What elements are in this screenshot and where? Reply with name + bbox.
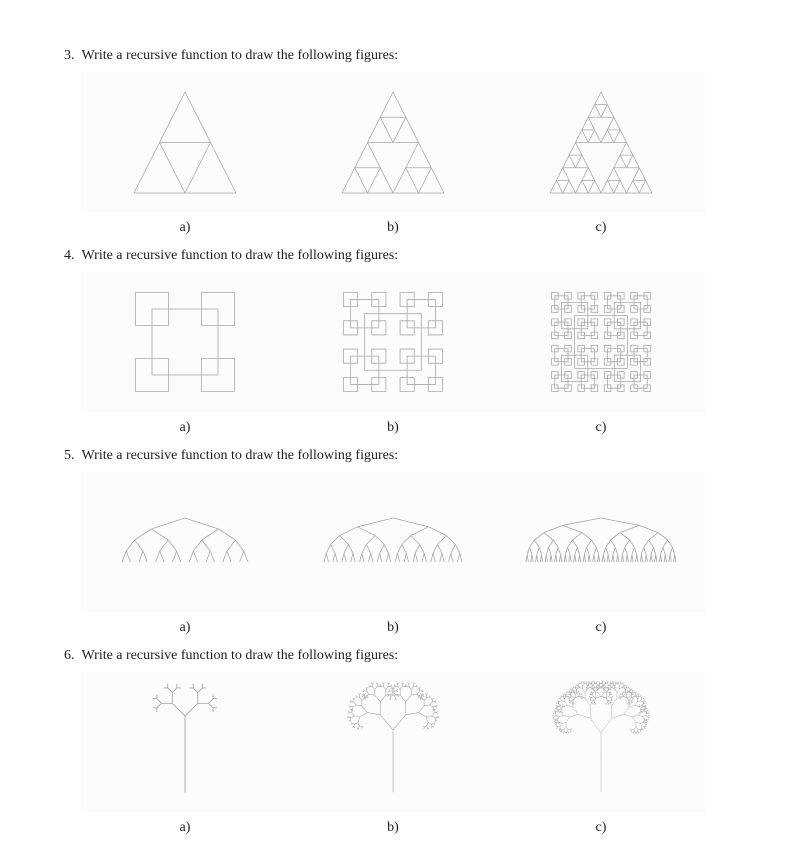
figure-row bbox=[81, 472, 705, 612]
figure-panel-3b bbox=[289, 72, 497, 212]
figure-panel-4a bbox=[81, 272, 289, 412]
figure-label: c) bbox=[595, 820, 607, 835]
problem-prompt: Write a recursive function to draw the following figures: bbox=[81, 648, 399, 663]
problem-number: 6. bbox=[64, 648, 75, 663]
figure-label: b) bbox=[387, 820, 399, 835]
fractal-tree-figure bbox=[81, 672, 289, 812]
problem-number: 5. bbox=[64, 448, 75, 463]
figure-panel-5c bbox=[497, 472, 705, 612]
problem-number: 3. bbox=[64, 48, 75, 63]
problem-heading bbox=[64, 448, 398, 464]
binary-fan-figure bbox=[497, 472, 705, 612]
subdivided-triangle-figure bbox=[81, 72, 289, 212]
figure-panel-4b bbox=[289, 272, 497, 412]
label-row bbox=[81, 820, 705, 836]
figure-panel-6c bbox=[497, 672, 705, 812]
problem-heading bbox=[64, 248, 398, 264]
problem-section bbox=[0, 248, 798, 448]
problem-section bbox=[0, 448, 798, 648]
problem-prompt: Write a recursive function to draw the following figures: bbox=[81, 248, 399, 263]
binary-fan-figure bbox=[289, 472, 497, 612]
label-row bbox=[81, 220, 705, 236]
figure-panel-6a bbox=[81, 672, 289, 812]
figure-panel-5b bbox=[289, 472, 497, 612]
figure-row bbox=[81, 272, 705, 412]
figure-label: c) bbox=[595, 220, 607, 235]
figure-label: c) bbox=[595, 620, 607, 635]
problem-number: 4. bbox=[64, 248, 75, 263]
figure-panel-3a bbox=[81, 72, 289, 212]
problem-section bbox=[0, 48, 798, 248]
figure-row bbox=[81, 72, 705, 212]
figure-panel-3c bbox=[497, 72, 705, 212]
label-row bbox=[81, 420, 705, 436]
corner-squares-figure bbox=[289, 272, 497, 412]
fractal-tree-figure bbox=[497, 672, 705, 812]
figure-panel-4c bbox=[497, 272, 705, 412]
figure-panel-6b bbox=[289, 672, 497, 812]
subdivided-triangle-figure bbox=[497, 72, 705, 212]
figure-label: a) bbox=[179, 420, 191, 435]
problem-prompt: Write a recursive function to draw the following figures: bbox=[81, 48, 399, 63]
figure-label: b) bbox=[387, 620, 399, 635]
problem-heading bbox=[64, 648, 398, 664]
figure-label: a) bbox=[179, 620, 191, 635]
figure-label: a) bbox=[179, 220, 191, 235]
figure-row bbox=[81, 672, 705, 812]
problem-heading bbox=[64, 48, 398, 64]
figure-label: b) bbox=[387, 220, 399, 235]
figure-label: b) bbox=[387, 420, 399, 435]
label-row bbox=[81, 620, 705, 636]
fractal-tree-figure bbox=[289, 672, 497, 812]
subdivided-triangle-figure bbox=[289, 72, 497, 212]
figure-label: c) bbox=[595, 420, 607, 435]
corner-squares-figure bbox=[497, 272, 705, 412]
figure-panel-5a bbox=[81, 472, 289, 612]
problem-prompt: Write a recursive function to draw the following figures: bbox=[81, 448, 399, 463]
binary-fan-figure bbox=[81, 472, 289, 612]
corner-squares-figure bbox=[81, 272, 289, 412]
problem-section bbox=[0, 648, 798, 848]
figure-label: a) bbox=[179, 820, 191, 835]
